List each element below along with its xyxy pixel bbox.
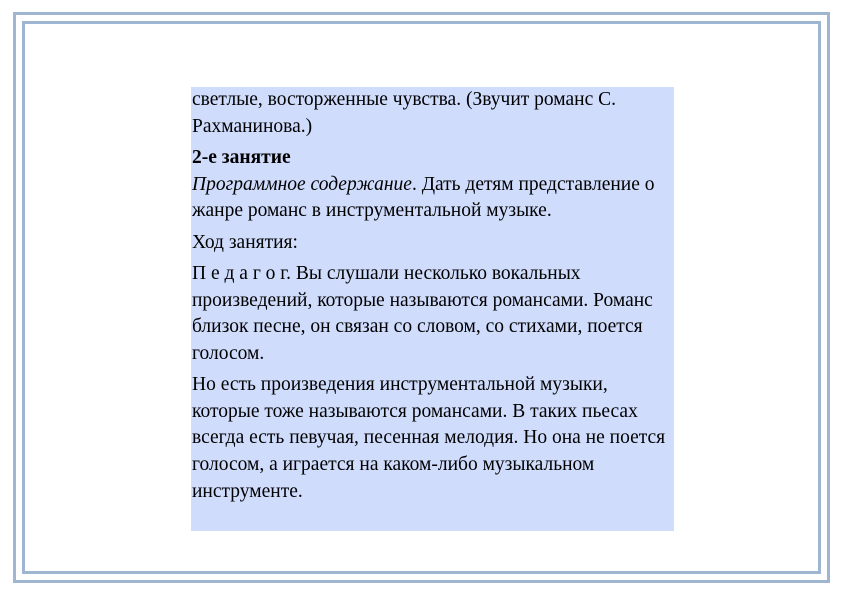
text-block bbox=[191, 87, 674, 531]
teacher-label: П е д а г о г. bbox=[192, 262, 291, 284]
program-label: Программное содержание bbox=[192, 173, 412, 195]
paragraph-intro: светлые, восторженные чувства. (Звучит романс С. Рахманинова.) bbox=[192, 89, 616, 137]
teacher-text: Вы слушали несколько вокальных произведений, которые называются романсами. Романс близок песне, он связан со словом, со стихами, поется голосом. bbox=[192, 262, 653, 364]
lesson-course-label: Ход занятия: bbox=[192, 231, 298, 253]
program-text: . Дать детям представление о жанре романс в инструментальной музыке. bbox=[192, 173, 655, 222]
paragraph-instrumental: Но есть произведения инструментальной музыки, которые тоже называются романсами. В таких пьесах всегда есть певучая, песенная мелодия. Но она не поется голосом, а играется на каком-либо музыкальном инструменте. bbox=[192, 374, 666, 502]
paragraph-teacher bbox=[192, 261, 674, 367]
paragraph-program bbox=[192, 172, 674, 225]
lesson-heading: 2-е занятие bbox=[192, 146, 291, 168]
